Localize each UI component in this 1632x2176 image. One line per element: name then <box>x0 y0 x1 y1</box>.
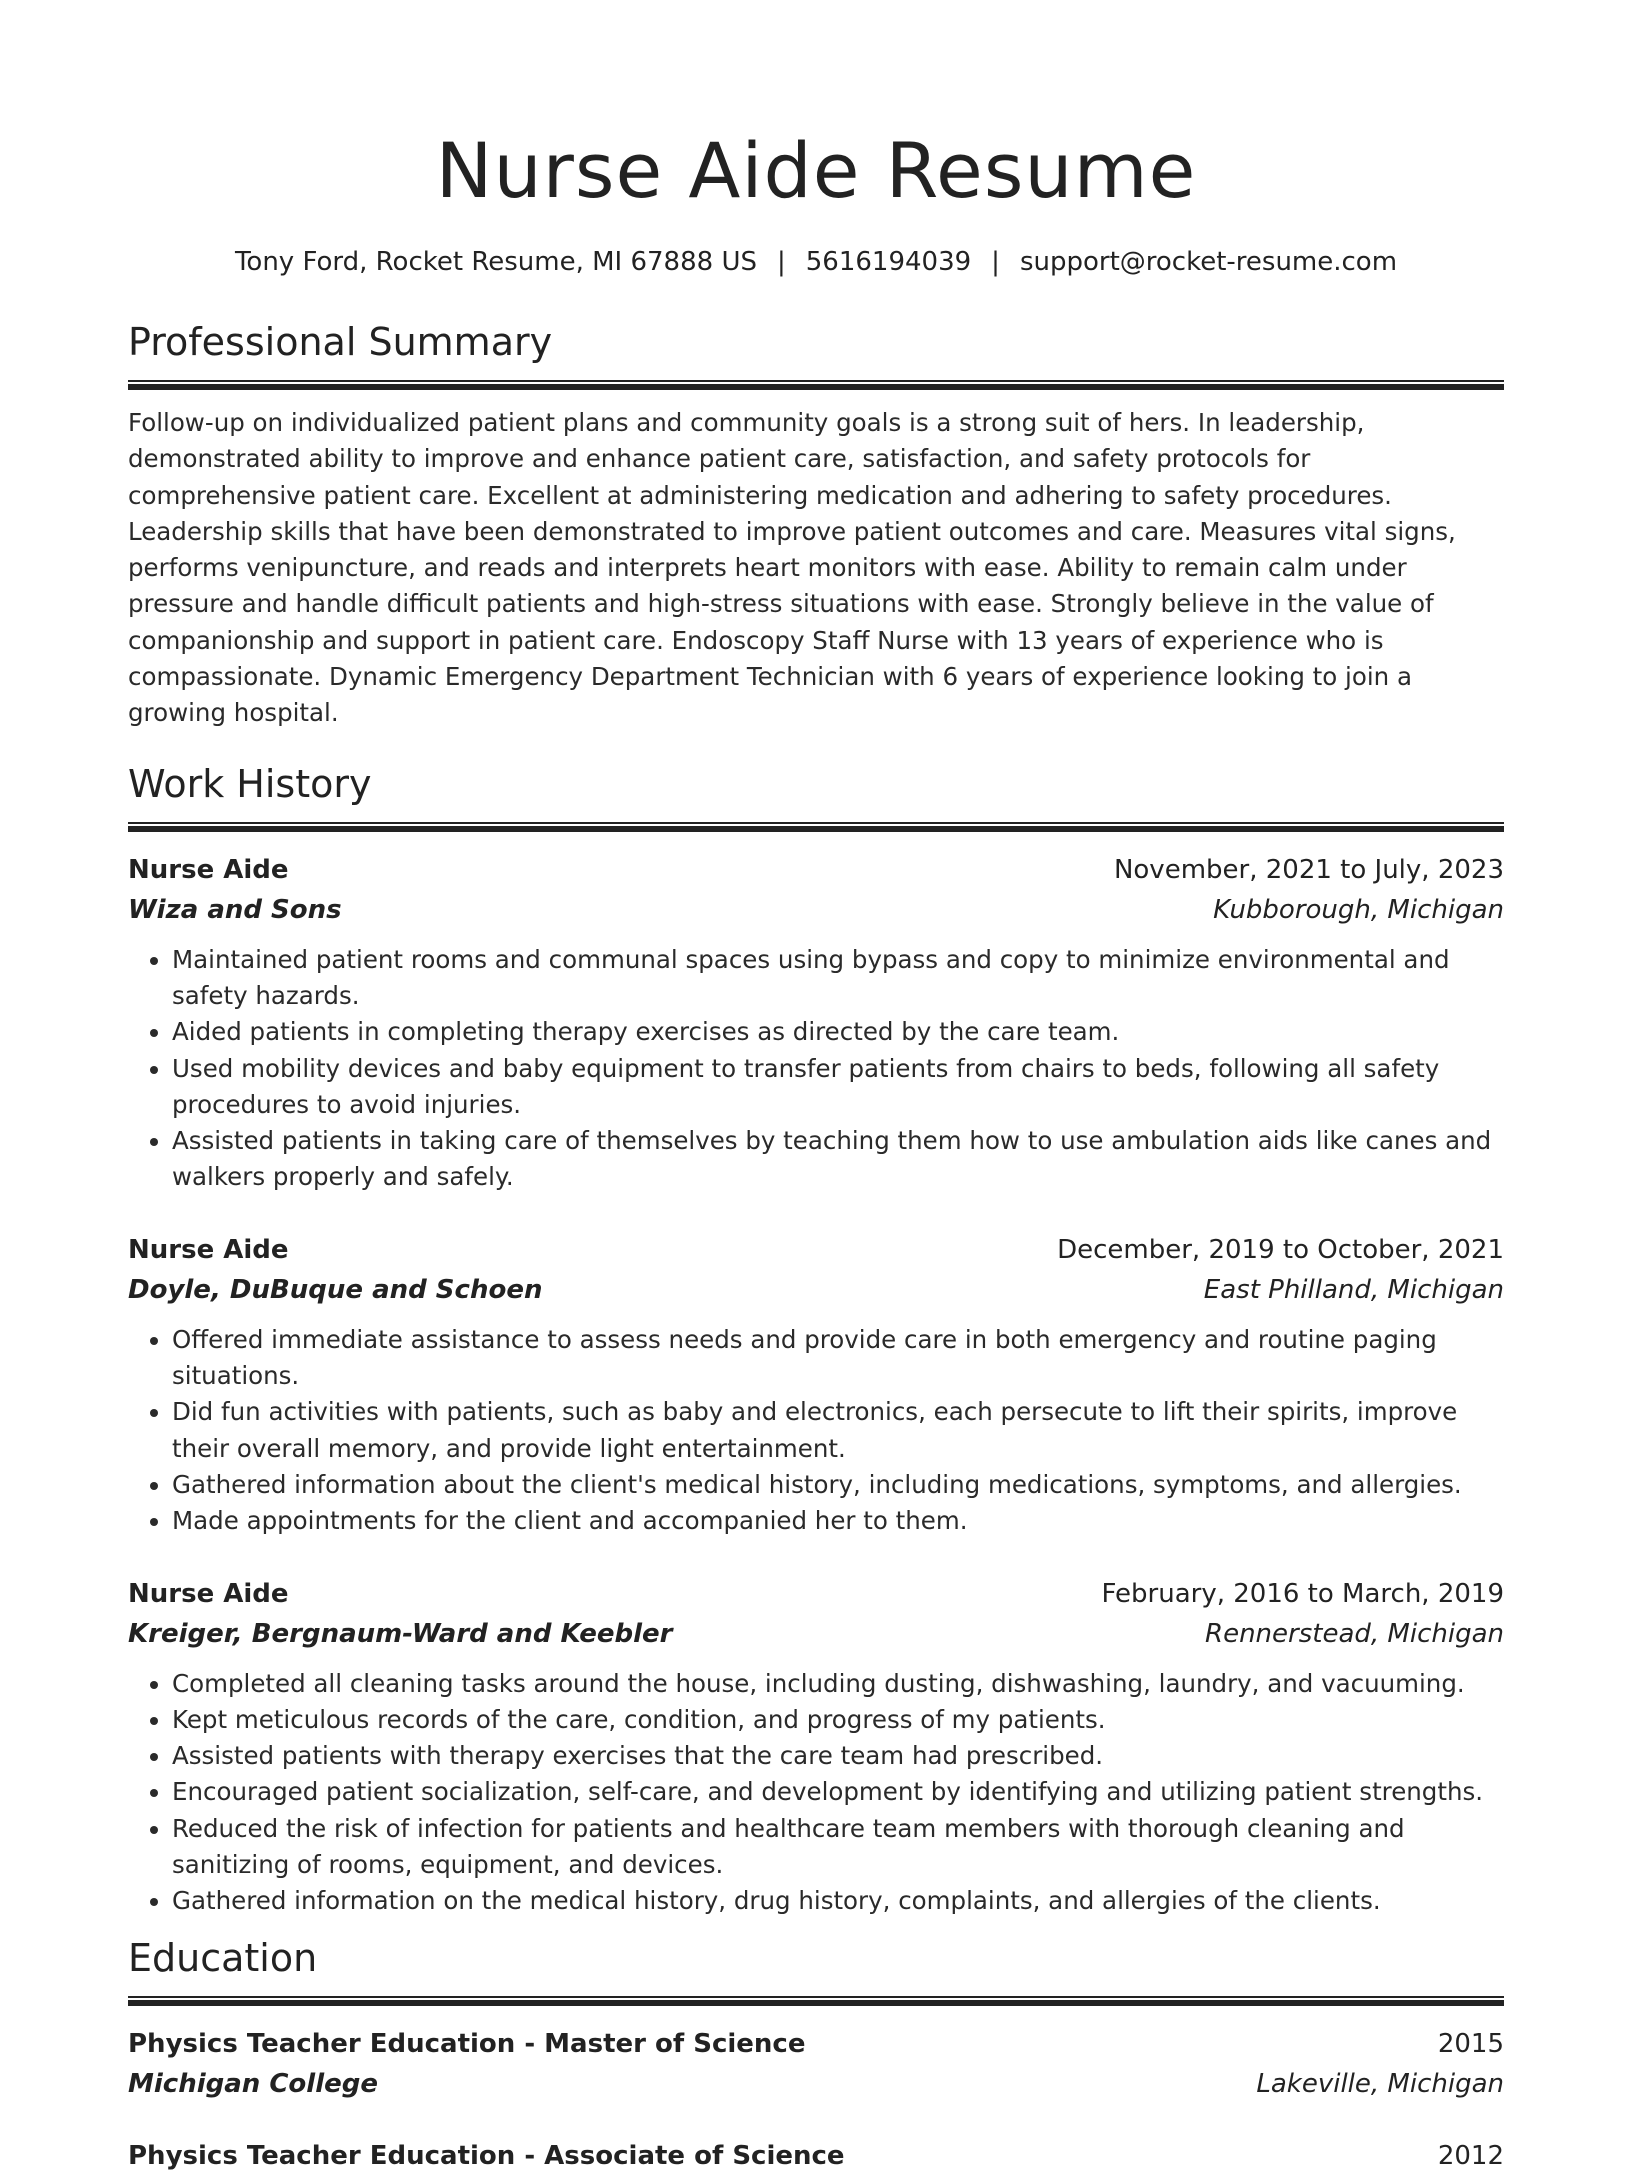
section-divider <box>128 822 1504 832</box>
education-school: Michigan College <box>128 2068 378 2099</box>
job-header-row <box>128 850 1504 890</box>
job-company-row <box>128 1614 1504 1654</box>
job-company-row <box>128 1270 1504 1310</box>
job-location: Kubborough, Michigan <box>1213 894 1504 925</box>
job-header-row <box>128 1574 1504 1614</box>
job-title: Nurse Aide <box>128 854 289 885</box>
job-company: Wiza and Sons <box>128 894 342 925</box>
job-bullets <box>128 1666 1504 1920</box>
job-dates: November, 2021 to July, 2023 <box>1113 854 1504 885</box>
education-section <box>128 1932 1504 2176</box>
contact-email: support@rocket-resume.com <box>1019 247 1398 277</box>
job-bullet: • Encouraged patient socialization, self-care, and development by identifying and utilizing patient strengths. <box>172 1774 1504 1810</box>
education-year: 2012 <box>1437 2140 1504 2171</box>
contact-phone: 5616194039 <box>805 247 972 277</box>
work-history-heading: Work History <box>128 761 372 806</box>
education-degree: Physics Teacher Education - Associate of Science <box>128 2140 845 2171</box>
education-year: 2015 <box>1437 2028 1504 2059</box>
job-title: Nurse Aide <box>128 1578 289 1609</box>
summary-text: Follow-up on individualized patient plans and community goals is a strong suit of hers. In leadership, demonstrated ability to improve and enhance patient care, satisfaction, and safety protocols for comprehensive patient care. Excellent at administering medication and adhering to safety procedures. Leadership skills that have been demonstrated to improve patient outcomes and care. Measures vital signs, performs venipuncture, and reads and interprets heart monitors with ease. Ability to remain calm under pressure and handle difficult patients and high-stress situations with ease. Strongly believe in the value of companionship and support in patient care. Endoscopy Staff Nurse with 13 years of experience who is compassionate. Dynamic Emergency Department Technician with 6 years of experience looking to join a growing hospital. <box>128 408 1456 728</box>
job-bullet: • Reduced the risk of infection for patients and healthcare team members with thorough cleaning and sanitizing of rooms, equipment, and devices. <box>172 1811 1504 1884</box>
job-bullet: • Assisted patients in taking care of themselves by teaching them how to use ambulation aids like canes and walkers properly and safely. <box>172 1123 1504 1196</box>
job-bullets <box>128 942 1504 1196</box>
summary-section <box>128 316 1504 732</box>
education-degree-row <box>128 2024 1504 2064</box>
education-entry <box>128 2136 1504 2176</box>
job-bullet: • Assisted patients with therapy exercises that the care team had prescribed. <box>172 1738 1504 1774</box>
contact-separator: | <box>991 247 1000 277</box>
job-bullet: • Used mobility devices and baby equipment to transfer patients from chairs to beds, following all safety procedures to avoid injuries. <box>172 1051 1504 1124</box>
section-divider <box>128 1996 1504 2006</box>
job-header-row <box>128 1230 1504 1270</box>
job-location: East Philland, Michigan <box>1203 1274 1504 1305</box>
job-bullets <box>128 1322 1504 1540</box>
contact-separator: | <box>776 247 786 277</box>
job-company-row <box>128 890 1504 930</box>
education-location: Lakeville, Michigan <box>1256 2068 1504 2099</box>
job-bullet: • Gathered information about the client's medical history, including medications, symptoms, and allergies. <box>172 1467 1504 1503</box>
job-dates: February, 2016 to March, 2019 <box>1101 1578 1504 1609</box>
job-bullet: • Offered immediate assistance to assess needs and provide care in both emergency and routine paging situations. <box>172 1322 1504 1395</box>
education-degree: Physics Teacher Education - Master of Science <box>128 2028 806 2059</box>
job-entry <box>128 850 1504 1196</box>
job-bullet: • Gathered information on the medical history, drug history, complaints, and allergies of the clients. <box>172 1883 1504 1919</box>
job-bullet: • Did fun activities with patients, such as baby and electronics, each persecute to lift their spirits, improve their overall memory, and provide light entertainment. <box>172 1394 1504 1467</box>
contact-line <box>128 244 1504 280</box>
education-heading: Education <box>128 1935 318 1980</box>
job-entry <box>128 1574 1504 1920</box>
education-degree-row <box>128 2136 1504 2176</box>
job-bullet: • Aided patients in completing therapy exercises as directed by the care team. <box>172 1014 1504 1050</box>
work-history-section <box>128 758 1504 1920</box>
job-company: Doyle, DuBuque and Schoen <box>128 1274 543 1305</box>
job-bullet: • Kept meticulous records of the care, condition, and progress of my patients. <box>172 1702 1504 1738</box>
education-entry <box>128 2024 1504 2104</box>
contact-address: Tony Ford, Rocket Resume, MI 67888 US <box>234 247 757 277</box>
resume-title: Nurse Aide Resume <box>435 126 1197 215</box>
job-dates: December, 2019 to October, 2021 <box>1057 1234 1504 1265</box>
summary-heading: Professional Summary <box>128 320 553 364</box>
job-company: Kreiger, Bergnaum-Ward and Keebler <box>128 1618 673 1649</box>
job-entry <box>128 1230 1504 1540</box>
section-divider <box>128 380 1504 390</box>
job-bullet: • Maintained patient rooms and communal spaces using bypass and copy to minimize environmental and safety hazards. <box>172 942 1504 1015</box>
job-bullet: • Made appointments for the client and accompanied her to them. <box>172 1503 1504 1539</box>
job-title: Nurse Aide <box>128 1234 289 1265</box>
job-location: Rennerstead, Michigan <box>1205 1618 1504 1649</box>
education-school-row <box>128 2064 1504 2104</box>
job-bullet: • Completed all cleaning tasks around the house, including dusting, dishwashing, laundry, and vacuuming. <box>172 1666 1504 1702</box>
